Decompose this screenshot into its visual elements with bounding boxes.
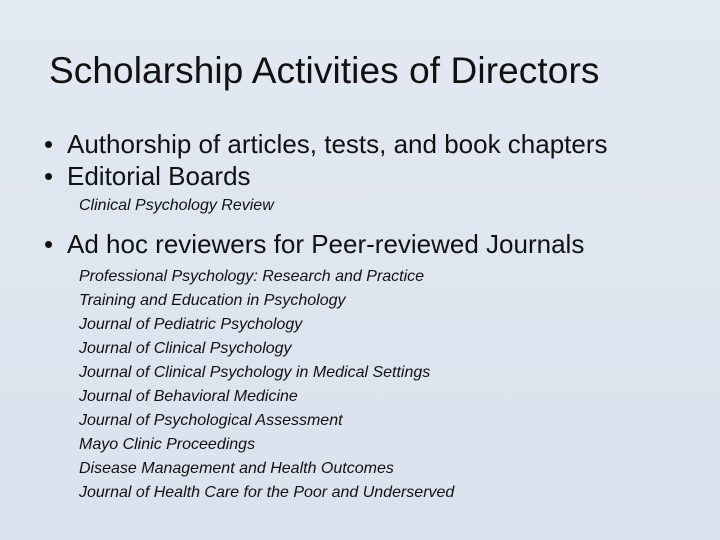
editorial-boards-list <box>79 194 704 218</box>
bullet-ad-hoc-reviewers <box>44 228 704 260</box>
bullet-dot-icon: • <box>44 229 54 259</box>
journal-item: Journal of Behavioral Medicine <box>79 388 298 405</box>
journal-item: Professional Psychology: Research and Practice <box>79 268 425 285</box>
journal-item: Journal of Pediatric Psychology <box>79 316 303 333</box>
reviewed-journals-list <box>79 265 704 505</box>
journal-item: Disease Management and Health Outcomes <box>79 460 394 477</box>
journal-item: Journal of Psychological Assessment <box>79 412 343 429</box>
slide-title: Scholarship Activities of Directors <box>49 50 600 91</box>
bullet-dot-icon: • <box>44 129 54 159</box>
journal-item: Journal of Clinical Psychology <box>79 340 292 357</box>
bullet-text: Editorial Boards <box>67 161 251 191</box>
journal-item: Journal of Clinical Psychology in Medical Settings <box>79 364 431 381</box>
bullet-text: Ad hoc reviewers for Peer-reviewed Journals <box>67 229 585 259</box>
journal-item: Journal of Health Care for the Poor and Underserved <box>79 484 455 501</box>
slide-body <box>44 128 704 505</box>
bullet-editorial-boards <box>44 160 704 192</box>
journal-item: Clinical Psychology Review <box>79 197 274 214</box>
bullet-dot-icon: • <box>44 161 54 191</box>
journal-item: Mayo Clinic Proceedings <box>79 436 256 453</box>
journal-item: Training and Education in Psychology <box>79 292 346 309</box>
bullet-text: Authorship of articles, tests, and book chapters <box>67 129 608 159</box>
bullet-authorship <box>44 128 704 160</box>
